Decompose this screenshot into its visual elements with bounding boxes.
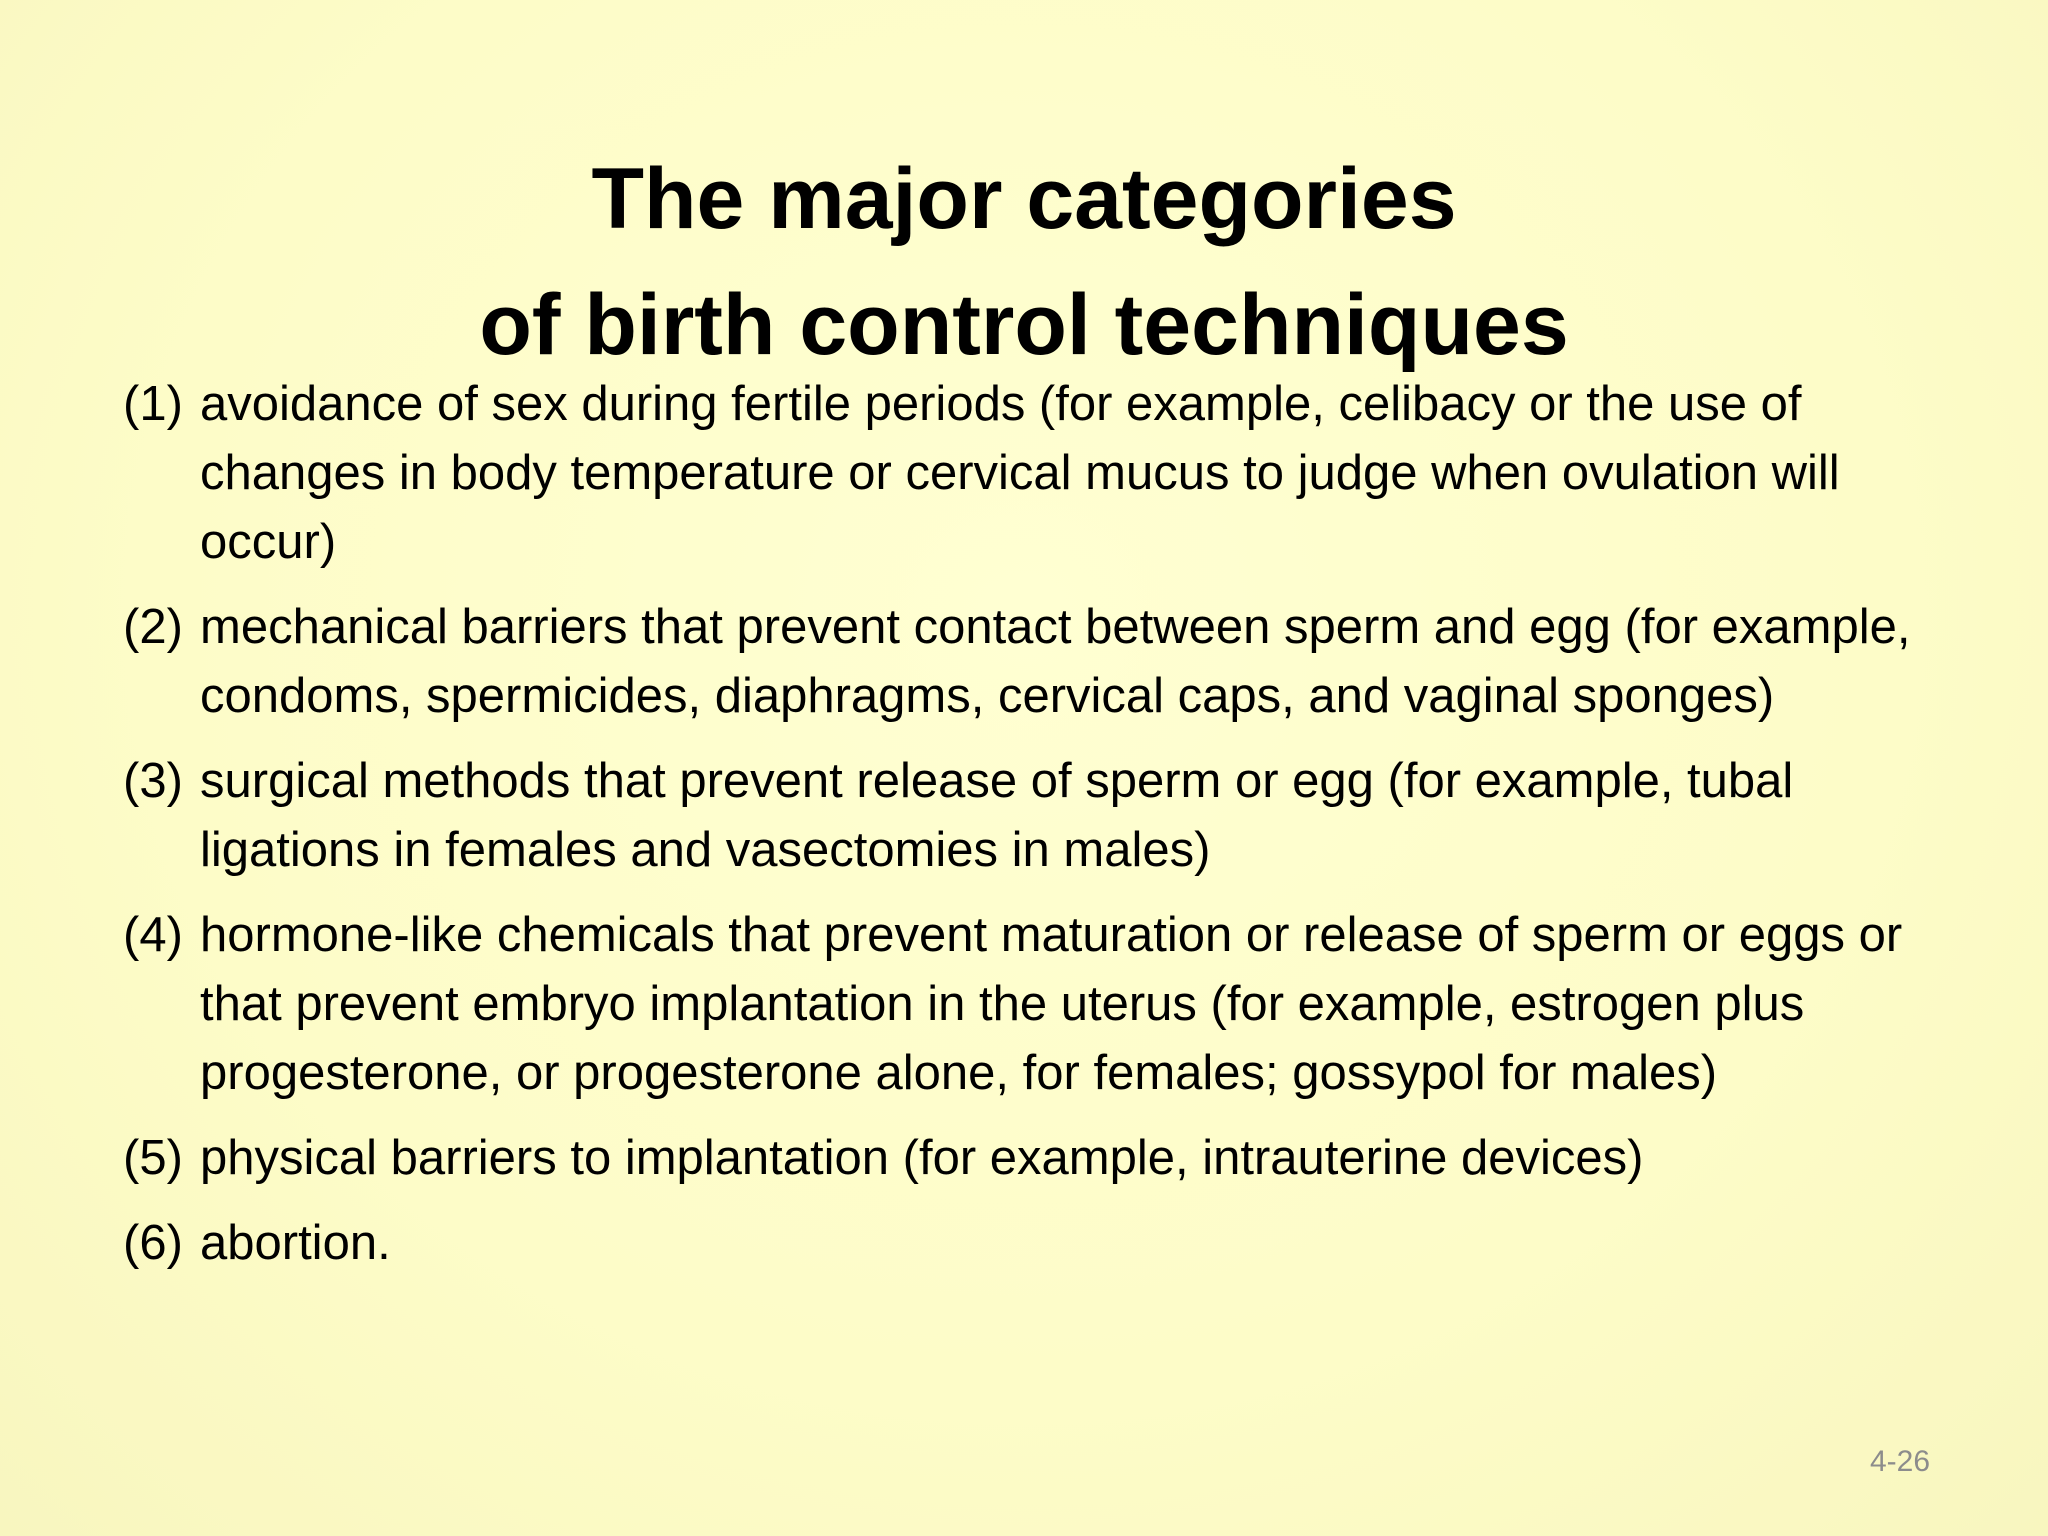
list-item — [123, 370, 1913, 577]
item-text: hormone-like chemicals that prevent maturation or release of sperm or eggs or that prevent embryo implantation in the uterus (for example, estrogen plus progesterone, or progesterone alone, for females; gossypol for males) — [200, 908, 1903, 1100]
item-number: (1) — [123, 377, 183, 431]
item-number: (5) — [123, 1131, 183, 1185]
list-item — [123, 901, 1913, 1108]
title-line-1: The major categories — [591, 150, 1457, 247]
item-number: (4) — [123, 908, 183, 962]
item-number: (3) — [123, 754, 183, 808]
list-item — [123, 593, 1913, 731]
item-text: avoidance of sex during fertile periods (for example, celibacy or the use of changes in body temperature or cervical mucus to judge when ovulation will occur) — [200, 377, 1840, 569]
item-number: (2) — [123, 600, 183, 654]
item-text: abortion. — [200, 1216, 391, 1270]
list-item — [123, 747, 1913, 885]
category-list — [123, 370, 1913, 1294]
item-text: physical barriers to implantation (for example, intrauterine devices) — [200, 1131, 1644, 1185]
list-item — [123, 1209, 1913, 1278]
title-line-2: of birth control techniques — [479, 276, 1569, 373]
slide-title — [0, 136, 2048, 388]
item-number: (6) — [123, 1216, 183, 1270]
item-text: mechanical barriers that prevent contact between sperm and egg (for example, condoms, spermicides, diaphragms, cervical caps, and vaginal sponges) — [200, 600, 1911, 723]
item-text: surgical methods that prevent release of sperm or egg (for example, tubal ligations in females and vasectomies in males) — [200, 754, 1794, 877]
list-item — [123, 1124, 1913, 1193]
page-number: 4-26 — [1869, 1445, 1930, 1478]
